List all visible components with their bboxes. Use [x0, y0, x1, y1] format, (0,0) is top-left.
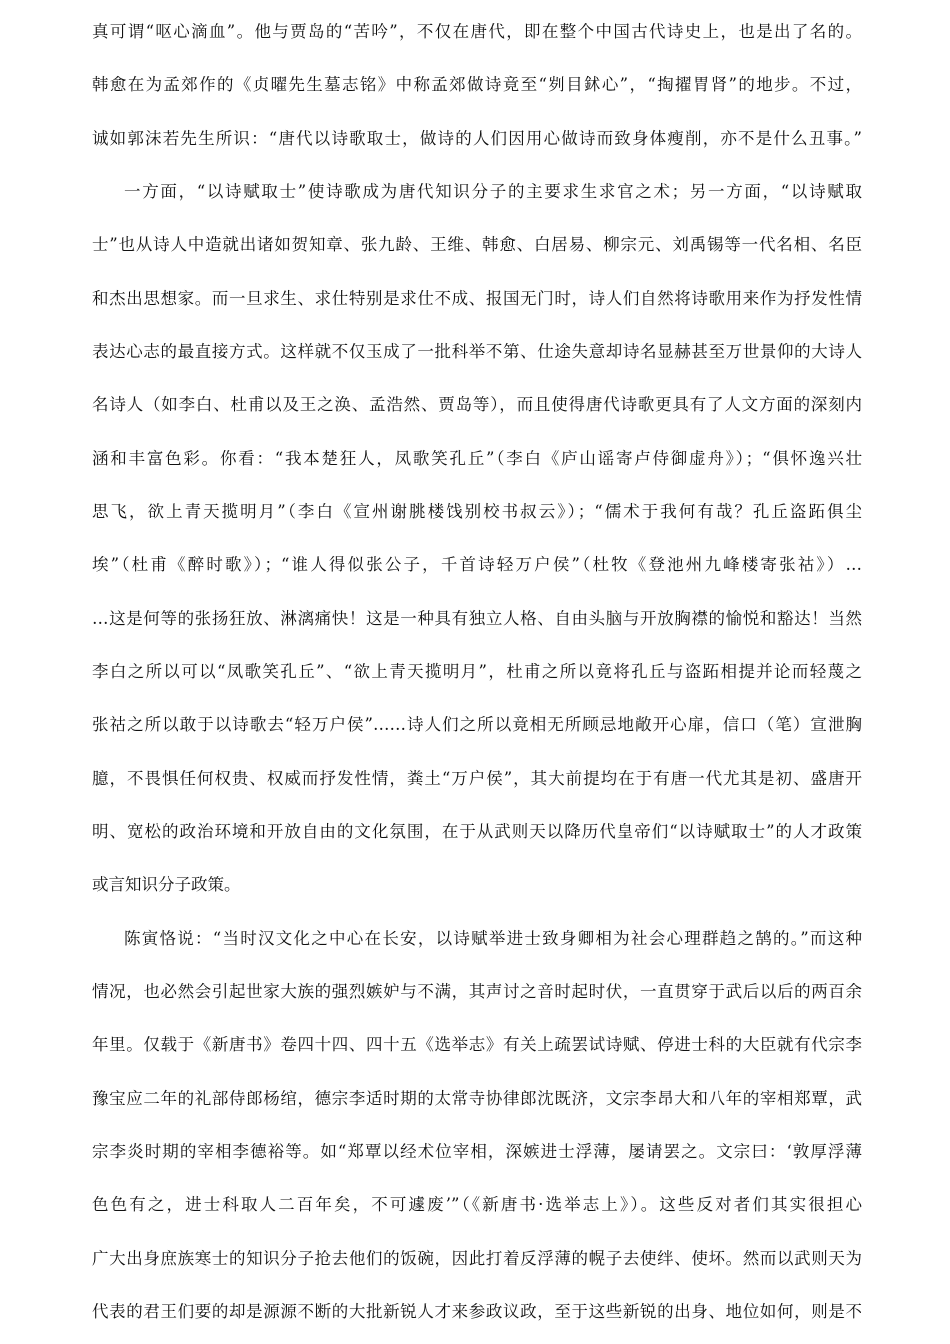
text-line-19: 情况，也必然会引起世家大族的强烈嫉妒与不满，其声讨之音时起时伏，一直贯穿于武后以后的两百余 [92, 982, 862, 1001]
text-line-20: 年里。仅载于《新唐书》卷四十四、四十五《选举志》有关上疏罢试诗赋、停进士科的大臣就有代宗李 [92, 1035, 862, 1054]
text-line-1: 真可谓“呕心滴血”。他与贾岛的“苦吟”，不仅在唐代，即在整个中国古代诗史上，也是出了名的。 [92, 22, 862, 41]
text-line-16: 明、宽松的政治环境和开放自由的文化氛围，在于从武则天以降历代皇帝们“以诗赋取士”的人才政策 [92, 822, 862, 841]
text-line-9: 涵和丰富色彩。你看：“我本楚狂人，凤歌笑孔丘”（李白《庐山谣寄卢侍御虚舟》）；“俱怀逸兴壮 [92, 449, 862, 468]
text-line-7: 表达心志的最直接方式。这样就不仅玉成了一批科举不第、仕途失意却诗名显赫甚至万世景仰的大诗人 [92, 342, 862, 361]
text-line-6: 和杰出思想家。而一旦求生、求仕特别是求仕不成、报国无门时，诗人们自然将诗歌用来作为抒发性情 [92, 289, 862, 308]
text-line-12: …这是何等的张扬狂放、淋漓痛快！这是一种具有独立人格、自由头脑与开放胸襟的愉悦和豁达！当然 [92, 609, 862, 628]
text-line-11: 埃”（杜甫《醉时歌》）；“谁人得似张公子，千首诗轻万户侯”（杜牧《登池州九峰楼寄张祜》）… [92, 555, 862, 574]
text-line-24: 广大出身庶族寒士的知识分子抢去他们的饭碗，因此打着反浮薄的幌子去使绊、使坏。然而以武则天为 [92, 1249, 862, 1268]
text-line-2: 韩愈在为孟郊作的《贞曜先生墓志铭》中称孟郊做诗竟至“刿目鉥心”，“掏擢胃肾”的地步。不过， [92, 75, 862, 94]
text-line-15: 臆，不畏惧任何权贵、权威而抒发性情，粪土“万户侯”，其大前提均在于有唐一代尤其是初、盛唐开 [92, 769, 862, 788]
text-line-3: 诚如郭沫若先生所识：“唐代以诗歌取士，做诗的人们因用心做诗而致身体瘦削，亦不是什么丑事。” [92, 129, 862, 148]
paragraph-2-last-line: 或言知识分子政策。 [92, 875, 241, 894]
paragraph-3-first-line: 陈寅恪说：“当时汉文化之中心在长安，以诗赋举进士致身卿相为社会心理群趋之鹄的。”而这种 [124, 929, 862, 948]
paragraph-2-first-line: 一方面，“以诗赋取士”使诗歌成为唐代知识分子的主要求生求官之术；另一方面，“以诗赋取 [124, 182, 862, 201]
text-line-14: 张祜之所以敢于以诗歌去“轻万户侯”……诗人们之所以竟相无所顾忌地敞开心扉，信口（笔）宣泄胸 [92, 715, 862, 734]
text-line-22: 宗李炎时期的宰相李德裕等。如“郑覃以经术位宰相，深嫉进士浮薄，屡请罢之。文宗曰：‘敦厚浮薄 [92, 1142, 862, 1161]
text-line-23: 色色有之，进士科取人二百年矣，不可遽废’”（《新唐书·选举志上》）。这些反对者们其实很担心 [92, 1195, 862, 1214]
text-line-21: 豫宝应二年的礼部侍郎杨绾，德宗李适时期的太常寺协律郎沈既济，文宗李昂大和八年的宰相郑覃，武 [92, 1089, 862, 1108]
text-line-25: 代表的君王们要的却是源源不断的大批新锐人才来参政议政，至于这些新锐的出身、地位如何，则是不 [92, 1302, 862, 1321]
text-line-8: 名诗人（如李白、杜甫以及王之涣、孟浩然、贾岛等），而且使得唐代诗歌更具有了人文方面的深刻内 [92, 395, 862, 414]
text-line-5: 士”也从诗人中造就出诸如贺知章、张九龄、王维、韩愈、白居易、柳宗元、刘禹锡等一代名相、名臣 [92, 235, 862, 254]
text-line-10: 思飞，欲上青天揽明月”（李白《宣州谢朓楼饯别校书叔云》）；“儒术于我何有哉？孔丘盗跖俱尘 [92, 502, 862, 521]
text-line-13: 李白之所以可以“凤歌笑孔丘”、“欲上青天揽明月”，杜甫之所以竟将孔丘与盗跖相提并论而轻蔑之 [92, 662, 862, 681]
